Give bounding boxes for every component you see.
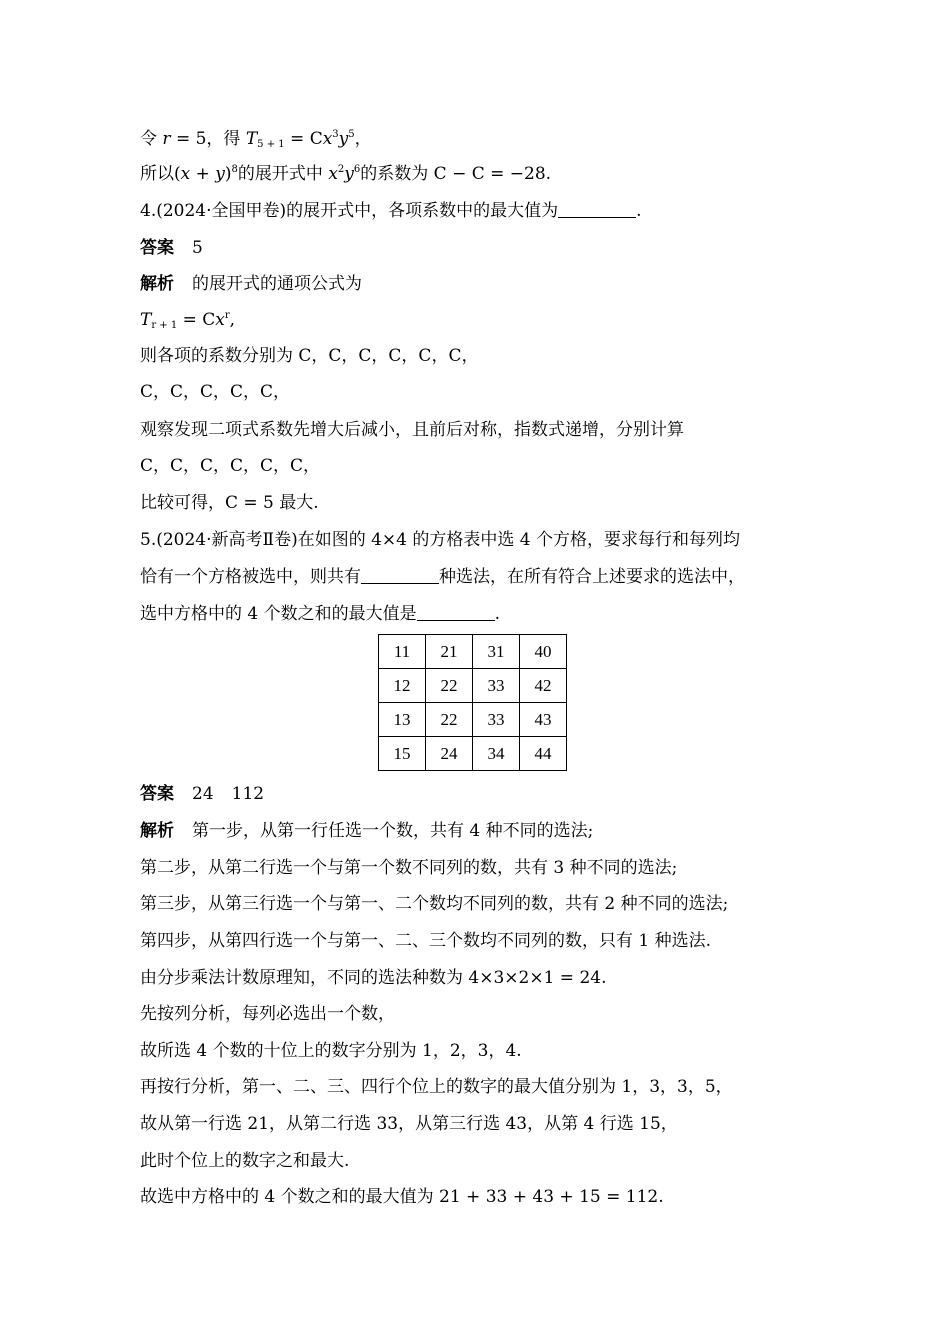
analysis-line: 第四步，从第四行选一个与第一、二、三个数均不同列的数，只有 1 种选法. bbox=[140, 931, 712, 951]
table-cell: 44 bbox=[520, 737, 567, 771]
text: , bbox=[229, 310, 236, 330]
var-T: T bbox=[245, 129, 258, 149]
analysis-line: 再按行分析，第一、二、三、四行个位上的数字的最大值分别为 1，3，3，5， bbox=[140, 1077, 733, 1097]
analysis-line: 此时个位上的数字之和最大. bbox=[140, 1151, 350, 1171]
answer-value: 24 bbox=[192, 784, 214, 804]
question-4-answer bbox=[140, 236, 203, 260]
analysis-line: 由分步乘法计数原理知，不同的选法种数为 4×3×2×1 = 24. bbox=[140, 968, 607, 988]
table-cell: 33 bbox=[473, 669, 520, 703]
text: 种选法，在所有符合上述要求的选法中， bbox=[439, 567, 745, 587]
var-T: T bbox=[140, 310, 152, 330]
table-cell: 31 bbox=[473, 635, 520, 669]
table-row bbox=[379, 669, 567, 703]
analysis-line: 第三步，从第三行选一个与第一、二个数均不同列的数，共有 2 种不同的选法; bbox=[140, 894, 729, 914]
text: 恰有一个方格被选中，则共有 bbox=[140, 567, 361, 587]
text: ， bbox=[354, 129, 372, 149]
answer-blank[interactable] bbox=[361, 566, 439, 584]
var-x: x bbox=[322, 129, 333, 149]
exponent: 2 bbox=[337, 164, 345, 175]
answer-blank[interactable] bbox=[558, 200, 636, 218]
analysis-line: 故所选 4 个数的十位上的数字分别为 1，2，3，4. bbox=[140, 1041, 522, 1061]
question-5-line-3 bbox=[140, 602, 500, 626]
var-y: y bbox=[338, 129, 349, 149]
var-y: y bbox=[215, 164, 225, 184]
subscript: 5 + 1 bbox=[257, 139, 285, 150]
analysis-line: 比较可得，C = 5 最大. bbox=[140, 493, 319, 513]
text: ) bbox=[224, 164, 232, 184]
text: + bbox=[190, 164, 216, 184]
var-y: y bbox=[344, 164, 354, 184]
analysis-label: 解析 bbox=[140, 821, 174, 841]
question-5-answer bbox=[140, 782, 264, 806]
text: . bbox=[494, 604, 501, 624]
question-5-analysis bbox=[140, 819, 593, 843]
subscript: r + 1 bbox=[151, 320, 178, 331]
text: . bbox=[636, 201, 642, 221]
answer-value: 5 bbox=[192, 238, 203, 258]
text: 的展开式中 bbox=[237, 164, 329, 184]
analysis-text: 第一步，从第一行任选一个数，共有 4 种不同的选法; bbox=[192, 821, 594, 841]
question-4-text: 4.(2024·全国甲卷)的展开式中，各项系数中的最大值为 bbox=[140, 201, 559, 221]
text: = 5，得 bbox=[170, 129, 246, 149]
analysis-line: 第二步，从第二行选一个与第一个数不同列的数，共有 3 种不同的选法; bbox=[140, 858, 678, 878]
table-cell: 22 bbox=[426, 703, 473, 737]
table-cell: 15 bbox=[379, 737, 426, 771]
table-cell: 22 bbox=[426, 669, 473, 703]
analysis-label: 解析 bbox=[140, 274, 174, 294]
exponent: 8 bbox=[231, 164, 238, 175]
analysis-line: 先按列分析，每列必选出一个数， bbox=[140, 1004, 395, 1024]
solution-line-coefficient bbox=[140, 162, 551, 186]
table-row bbox=[379, 635, 567, 669]
text: 令 bbox=[140, 129, 163, 149]
question-4 bbox=[140, 199, 642, 223]
answer-value: 112 bbox=[231, 784, 265, 804]
analysis-text: 的展开式的通项公式为 bbox=[192, 274, 362, 294]
table-row bbox=[379, 737, 567, 771]
var-r: r bbox=[162, 129, 171, 149]
text: 的系数为 C − C = −28. bbox=[360, 164, 552, 184]
text: = C bbox=[284, 129, 323, 149]
question-5-line-1: 5.(2024·新高考Ⅱ卷)在如图的 4×4 的方格表中选 4 个方格，要求每行和每列均 bbox=[140, 530, 741, 550]
text: 选中方格中的 4 个数之和的最大值是 bbox=[140, 604, 417, 624]
analysis-line: 则各项的系数分别为 C，C，C，C，C，C， bbox=[140, 346, 479, 366]
analysis-line: 故选中方格中的 4 个数之和的最大值为 21 + 33 + 43 + 15 = 112. bbox=[140, 1187, 664, 1207]
var-x: x bbox=[180, 164, 191, 184]
exponent: 3 bbox=[332, 129, 339, 140]
table-row bbox=[379, 703, 567, 737]
exponent: 6 bbox=[353, 164, 361, 175]
analysis-line: 故从第一行选 21，从第二行选 33，从第三行选 43，从第 4 行选 15， bbox=[140, 1114, 678, 1134]
table-cell: 40 bbox=[520, 635, 567, 669]
table-cell: 13 bbox=[379, 703, 426, 737]
var-x: x bbox=[328, 164, 338, 184]
solution-line-r5 bbox=[140, 127, 372, 151]
answer-blank[interactable] bbox=[417, 603, 495, 621]
answer-label: 答案 bbox=[140, 784, 174, 804]
table-cell: 34 bbox=[473, 737, 520, 771]
analysis-line: C，C，C，C，C，C， bbox=[140, 456, 321, 476]
analysis-line: C，C，C，C，C， bbox=[140, 382, 291, 402]
exponent: r bbox=[224, 310, 230, 321]
text: 所以( bbox=[140, 164, 181, 184]
answer-label: 答案 bbox=[140, 238, 174, 258]
general-term-formula bbox=[140, 308, 235, 332]
exponent: 5 bbox=[348, 129, 355, 140]
table-cell: 33 bbox=[473, 703, 520, 737]
number-grid-table bbox=[378, 634, 567, 771]
table-cell: 43 bbox=[520, 703, 567, 737]
text: = C bbox=[177, 310, 216, 330]
table-cell: 42 bbox=[520, 669, 567, 703]
table-cell: 12 bbox=[379, 669, 426, 703]
question-4-analysis bbox=[140, 272, 362, 296]
var-x: x bbox=[215, 310, 225, 330]
table-cell: 11 bbox=[379, 635, 426, 669]
table-cell: 24 bbox=[426, 737, 473, 771]
table-cell: 21 bbox=[426, 635, 473, 669]
question-5-line-2 bbox=[140, 565, 745, 589]
analysis-line: 观察发现二项式系数先增大后减小，且前后对称，指数式递增，分别计算 bbox=[140, 420, 684, 440]
